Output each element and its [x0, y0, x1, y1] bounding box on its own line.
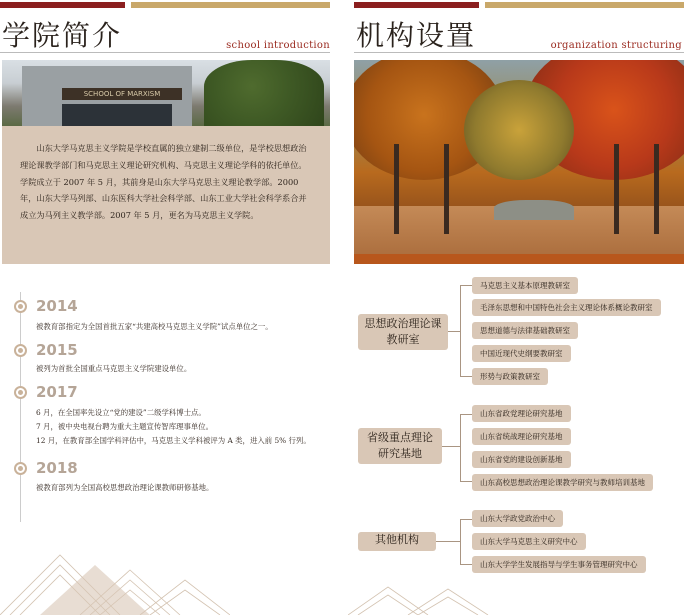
timeline-dot-icon [14, 344, 27, 357]
timeline-event: 7 月，被中央电视台聘为重大主题宣传智库理事单位。 [36, 422, 214, 431]
timeline-year: 2015 [36, 341, 78, 359]
timeline-line [20, 292, 21, 522]
divider [0, 52, 330, 53]
org-item: 马克思主义基本原理教研室 [472, 277, 578, 294]
building-sign: SCHOOL OF MARXISM [62, 88, 182, 100]
connector [448, 331, 460, 332]
timeline-year: 2017 [36, 383, 78, 401]
timeline-event: 被教育部指定为全国首批五家“共建高校马克思主义学院”试点单位之一。 [36, 322, 273, 331]
org-item: 山东高校思想政治理论课教学研究与教师培训基地 [472, 474, 653, 491]
timeline-year: 2014 [36, 297, 78, 315]
timeline-dot-icon [14, 300, 27, 313]
connector [460, 519, 472, 565]
connector [442, 446, 460, 447]
section-subtitle: school introduction [226, 40, 330, 51]
connector [460, 285, 472, 377]
category-label: 其他机构 [375, 533, 419, 546]
category-teaching-research [358, 314, 448, 350]
building-photo [2, 60, 330, 126]
timeline-event: 被教育部列为全国高校思想政治理论课教师研修基地。 [36, 483, 214, 492]
connector [460, 414, 472, 482]
mountain-decoration [348, 575, 548, 615]
top-accent-bar [0, 2, 330, 8]
org-item: 形势与政策教研室 [472, 368, 548, 385]
timeline-dot-icon [14, 386, 27, 399]
mountain-decoration [0, 525, 230, 615]
org-item: 山东大学马克思主义研究中心 [472, 533, 586, 550]
category-label: 省级重点理论 [367, 431, 433, 444]
divider [354, 52, 684, 53]
category-key-research-base [358, 428, 442, 464]
connector [436, 541, 460, 542]
org-item: 中国近现代史纲要教研室 [472, 345, 571, 362]
org-item: 山东大学政党政治中心 [472, 510, 563, 527]
timeline-dot-icon [14, 462, 27, 475]
section-title: 学院简介 [2, 19, 123, 52]
category-other-institutions [358, 532, 436, 551]
timeline-year: 2018 [36, 459, 78, 477]
org-item: 山东省党的建设创新基地 [472, 451, 571, 468]
org-item: 山东省政党理论研究基地 [472, 405, 571, 422]
top-accent-bar [354, 2, 684, 8]
org-item: 山东省统战理论研究基地 [472, 428, 571, 445]
org-item: 思想道德与法律基础教研室 [472, 322, 578, 339]
intro-text: 山东大学马克思主义学院是学校直属的独立建制二级单位，是学校思想政治理论课教学部门和马克思主义理论研究机构、马克思主义理论学科的依托单位。学院成立于 2007 年 5 月，其前身是山东大学马克思主义理论教学部。2000 年，山东大学马列部、山东医科大学社会科学部、山东工业大学社会科学系合并成立为马列主义教学部。2007 年 5 月，更名为马克思主义学院。 [2, 126, 330, 264]
timeline-event: 被列为首批全国重点马克思主义学院建设单位。 [36, 364, 192, 373]
section-subtitle: organization structuring [550, 40, 682, 51]
org-item: 山东大学学生发展指导与学生事务管理研究中心 [472, 556, 646, 573]
category-label: 研究基地 [378, 447, 422, 460]
category-label: 思想政治理论课 [364, 317, 442, 330]
campus-autumn-photo [354, 60, 684, 264]
organization-structure-panel [348, 0, 684, 615]
category-label: 教研室 [386, 333, 420, 346]
timeline-event: 12 月，在教育部全国学科评估中，马克思主义学科被评为 A 类，进入前 5% 行列。 [36, 436, 311, 445]
org-item: 毛泽东思想和中国特色社会主义理论体系概论教研室 [472, 299, 661, 316]
timeline-event: 6 月，在全国率先设立“党的建设”二级学科博士点。 [36, 408, 206, 417]
section-title: 机构设置 [356, 19, 477, 52]
school-introduction-panel [0, 0, 336, 615]
